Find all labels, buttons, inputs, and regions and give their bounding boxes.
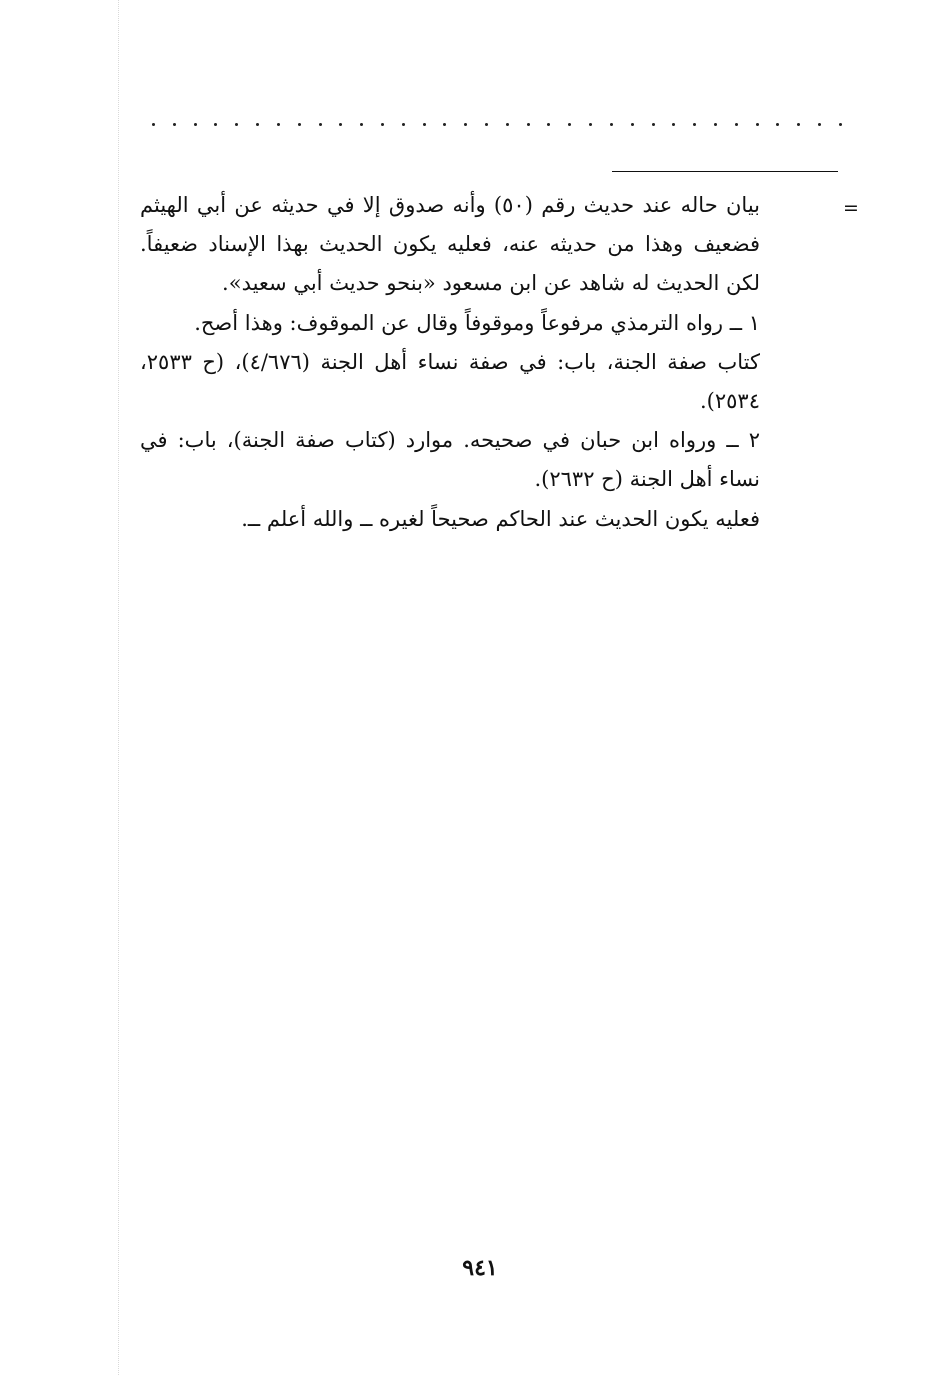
separator-dot	[610, 123, 613, 126]
footnote-line: كتاب صفة الجنة، باب: في صفة نساء أهل الجنة (٤/٦٧٦)، (ح ٢٥٣٣،	[140, 349, 760, 374]
separator-dot	[402, 123, 405, 126]
separator-dot	[631, 123, 634, 126]
footnote-line: ٢٥٣٤).	[700, 388, 760, 413]
separator-dot	[776, 123, 779, 126]
separator-dot	[277, 123, 280, 126]
separator-dot	[423, 123, 426, 126]
footnote-line: لكن الحديث له شاهد عن ابن مسعود «بنحو حديث أبي سعيد».	[222, 271, 760, 296]
separator-dot	[735, 123, 738, 126]
separator-dot	[506, 123, 509, 126]
separator-dot	[527, 123, 530, 126]
footnote-line: نساء أهل الجنة (ح ٢٦٣٢).	[534, 467, 760, 492]
separator-dot	[818, 123, 821, 126]
footnote-text	[140, 186, 760, 539]
separator-dot	[339, 123, 342, 126]
separator-dot	[214, 123, 217, 126]
separator-dot	[672, 123, 675, 126]
separator-dot	[589, 123, 592, 126]
footnote-line: ١ ــ رواه الترمذي مرفوعاً وموقوفاً وقال عن الموقوف: وهذا أصح.	[194, 310, 760, 335]
continuation-mark: =	[843, 197, 859, 219]
separator-dot	[360, 123, 363, 126]
separator-dot	[152, 123, 155, 126]
separator-dot	[298, 123, 301, 126]
footnote-line: فعليه يكون الحديث عند الحاكم صحيحاً لغيره ــ والله أعلم ــ.	[241, 506, 760, 531]
separator-dot	[652, 123, 655, 126]
separator-dot	[485, 123, 488, 126]
separator-dot	[693, 123, 696, 126]
footnote-rule	[612, 171, 838, 172]
footnote-line: بيان حاله عند حديث رقم (٥٠) وأنه صدوق إلا في حديثه عن أبي الهيثم	[140, 193, 760, 217]
separator-dot	[194, 123, 197, 126]
separator-dot	[839, 123, 842, 126]
page-number: ٩٤١	[462, 1255, 498, 1281]
separator-dot	[568, 123, 571, 126]
dotted-separator	[152, 118, 842, 130]
separator-dot	[464, 123, 467, 126]
separator-dot	[797, 123, 800, 126]
separator-dot	[714, 123, 717, 126]
separator-dot	[235, 123, 238, 126]
separator-dot	[381, 123, 384, 126]
separator-dot	[756, 123, 759, 126]
separator-dot	[256, 123, 259, 126]
scan-edge-line	[118, 0, 119, 1375]
footnote-line: فضعيف وهذا من حديثه عنه، فعليه يكون الحديث بهذا الإسناد ضعيفاً.	[140, 232, 760, 257]
separator-dot	[547, 123, 550, 126]
footnote-line: ٢ ــ ورواه ابن حبان في صحيحه. موارد (كتاب صفة الجنة)، باب: في	[140, 428, 760, 453]
separator-dot	[173, 123, 176, 126]
separator-dot	[319, 123, 322, 126]
separator-dot	[443, 123, 446, 126]
